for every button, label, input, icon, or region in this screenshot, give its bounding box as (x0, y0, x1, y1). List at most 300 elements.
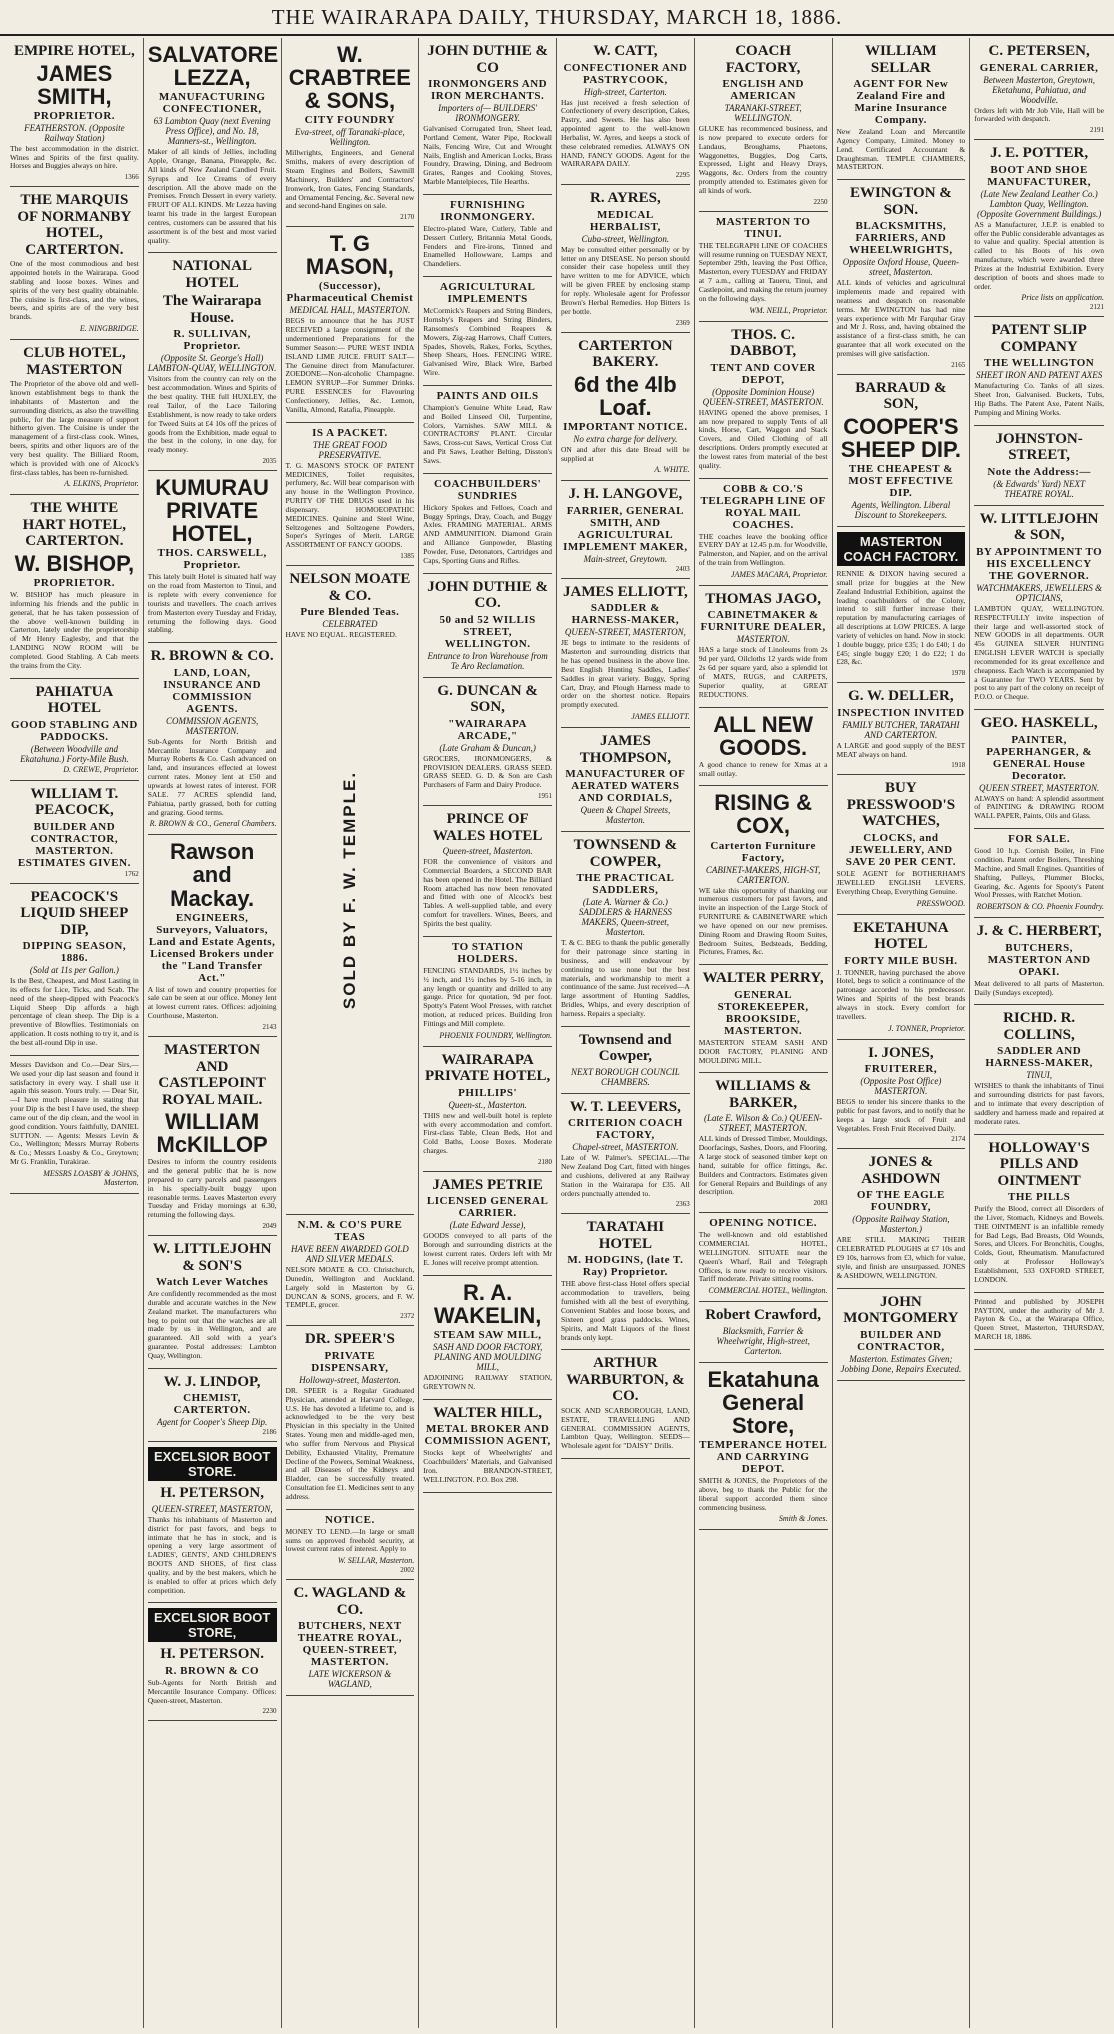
ad-body: Visitors from the country can rely on the best accommodation. Wines and Spirits of the best quality. THE full HUXLEY, the real Tailor, of the Lace Tailoring Establishment, is now ready to take orders for Tweed Suits at £4 10s off the prices of goods from the Exhibition, made equal to the best in the colony, in one day, for ready money. (147, 374, 277, 455)
ad-sig: E. NINGBRIDGE. (79, 324, 139, 334)
ad-big: COOPER'S SHEEP DIP. (840, 413, 961, 462)
ad-body: HAS a large stock of Linoleums from 2s 9d per yard, Oilcloths 12 yards wide from 2s 6d per square yard, also a splendid lot of MATS, RUGS, and CARPETS, Superior quality, at GREAT REDUCTIONS. (698, 645, 828, 699)
ad-h2: "WAIRARAPA ARCADE," (448, 717, 527, 742)
ad-sub: (Late New Zealand Leather Co.) Lambton Quay, Wellington. (Opposite Government Buildings.) (977, 188, 1102, 219)
ad-big: Ekatahuna General Store, (707, 1366, 819, 1438)
ad-body: FOR the convenience of visitors and Commercial Boarders, a SECOND BAR has been opened in the Hotel. The Billiard Room attached has now been renovated and fitted with one of Alcock's best Tables. A well-supplied table, and every comfort for travellers. Wines, Beers, and Spirits the best quality. (423, 857, 552, 928)
column-6 (695, 38, 833, 2028)
ad-body: GLUKE has recommenced business, and is now prepared to execute orders for Landaus, Broughams, Phaetons, Waggonettes, Buggies, Dog Carts, Expressed, Light and Heavy Drays, Waggons, &c. Orders from the country promptly attended to. Estimates given for all kinds of work. (698, 124, 828, 195)
ad-num: 2295 (675, 171, 690, 180)
ad-body: ADJOINING RAILWAY STATION, GREYTOWN N. (423, 1373, 552, 1391)
ad-h2: PROPRIETOR. (33, 577, 116, 589)
advertisement (10, 38, 139, 187)
ad-sub: MASTERTON. (736, 634, 790, 645)
ad-big: JAMES SMITH, (36, 60, 113, 109)
ad-sub: No extra charge for delivery. (573, 433, 678, 444)
ad-body: Meat delivered to all parts of Masterton. Daily (Sundays excepted). (974, 978, 1104, 997)
ad-body: Has just received a fresh selection of Confectionery of every description, Cakes, Pastry, and Sweets. He has also been appointed agent to the well-known Herbalist, W. Ayres, and keeps a stock of these celebrated remedies. ALWAYS ON HAND, FANCY GOODS. Agent for the WAIRARAPA DAILY. (561, 97, 690, 169)
ad-sub: (Late E. Wilson & Co.) QUEEN-STREET, MASTERTON. (704, 1113, 823, 1134)
ad-h2: GENERAL CARRIER, (979, 61, 1099, 74)
ad-body: May be consulted either personally or by letter on any DISEASE. No person should consider their case hopeless until they have written to me for ADVICE, which will be given FREE by enclosing stamp for reply. Wholesale agent for Professor Brown's Herbal Remedies. Hop Bitters 1s per bottle. (561, 244, 690, 316)
ad-sub: Importers of— BUILDERS' IRONMONGERY. (438, 103, 538, 123)
ad-num: 1978 (951, 669, 966, 678)
ad-body: Purify the Blood, correct all Disorders of the Liver, Stomach, Kidneys and Bowels. THE OINTMENT is an infallible remedy for Bad Legs, Bad Breasts, Old Wounds, Sores, and Ulcers. For Bronchitis, Coughs, Colds, Gout, Rheumatism. Manufactured only at Professor Holloway's Establishment, 533 OXFORD STREET, LONDON. (974, 1204, 1104, 1284)
ad-h2: CITY FOUNDRY (304, 114, 396, 127)
ad-sub: (Between Woodville and Ekatahuna.) Forty-Mile Bush. (20, 743, 129, 764)
advertisement (423, 806, 552, 937)
advertisement (10, 1056, 139, 1194)
ad-sub: NEXT BOROUGH COUNCIL CHAMBERS. (570, 1066, 680, 1087)
ad-body: ALL kinds of Dressed Timber, Mouldings, Doorfacings, Sashes, Doors, and Flooring. A large stock of seasoned timber kept on hand, suitable for office fittings, &c. Builders and Contractors. Estimates given for General Repairs and Buildings of any description. (698, 1134, 828, 1197)
ad-h1: H. PETERSON, (160, 1485, 265, 1502)
advertisement (10, 340, 139, 495)
ad-h2: IS A PACKET. (312, 426, 388, 439)
advertisement (148, 1037, 277, 1236)
ad-h2: BOOT AND SHOE MANUFACTURER, (987, 163, 1091, 188)
ad-h2: BUTCHERS, NEXT THEATRE ROYAL, QUEEN-STREET, MASTERTON. (297, 1620, 402, 1669)
ad-body: A good chance to renew for Xmas at a small outlay. (698, 759, 828, 778)
ad-body: A list of town and country properties for sale can be seen at our office. Money lent at lowest current rates. Offices: adjoining Courthouse, Masterton. (147, 984, 277, 1021)
ad-num: 1385 (400, 552, 415, 561)
ad-sig: COMMERCIAL HOTEL, Wellington. (708, 1286, 828, 1296)
ad-h1: NELSON MOATE & CO. (289, 571, 411, 604)
advertisement (423, 678, 552, 806)
advertisement (423, 195, 552, 277)
advertisement (837, 775, 966, 914)
ad-h1: ARTHUR WARBURTON, & CO. (566, 1355, 685, 1405)
ad-h2: PROPRIETOR. (33, 109, 116, 122)
ad-h1: J. & C. HERBERT, (976, 923, 1102, 940)
ad-num: 2363 (675, 1200, 690, 1209)
ad-h2: MEDICAL HERBALIST, (589, 208, 661, 233)
ad-body: Is the Best, Cheapest, and Most Lasting in its effects for Lice, Ticks, and Scab. The need of the sheep-dipped with Peacock's Liquid Sheep Dip affords a high percentage of clean sheep. The Dip is a preventive of Blowflies. Testimonials on application. It costs nothing to try it, and is the best all-round Dip in use. (10, 976, 139, 1047)
ad-big: Rawson and Mackay. (169, 839, 255, 911)
ad-sub: CABINET-MAKERS, HIGH-ST, CARTERTON. (705, 864, 821, 885)
ad-h2: ENGLISH AND AMERICAN (722, 78, 804, 102)
ad-body: SMITH & JONES, the Proprietors of the above, beg to thank the Public for the liberal support accorded them since commencing business. (698, 1476, 828, 1512)
ad-body: ON and after this date Bread will be supplied at (561, 444, 690, 463)
ad-sub: Masterton. Estimates Given; Jobbing Done, Repairs Executed. (840, 1353, 962, 1374)
advertisement (423, 574, 552, 678)
ad-h1: BUY PRESSWOOD'S WATCHES, (846, 780, 956, 830)
ad-sig: Smith & Jones. (778, 1514, 828, 1524)
advertisement (423, 937, 552, 1047)
advertisement (974, 140, 1104, 317)
ad-sub: WATCHMAKERS, JEWELLERS & OPTICIANS, (976, 582, 1103, 603)
ad-h1: PRINCE OF WALES HOTEL (432, 811, 543, 844)
ad-h1: W. LITTLEJOHN & SON, (979, 510, 1099, 544)
advertisement (699, 586, 828, 708)
ad-h2: THE PILLS (1007, 1191, 1071, 1204)
advertisement (699, 38, 828, 212)
advertisement (286, 1215, 415, 1326)
ad-h2: COACHBUILDERS' SUNDRIES (434, 477, 542, 502)
ad-num: 2372 (400, 1312, 415, 1321)
advertisement (974, 426, 1104, 506)
ad-num: 1951 (538, 792, 552, 801)
advertisement (699, 479, 828, 586)
advertisement (561, 481, 690, 579)
advertisement (561, 38, 690, 185)
advertisement (561, 832, 690, 1027)
ad-sub: FAMILY BUTCHER, TARATAHI AND CARTERTON. (842, 719, 960, 740)
ad-h2: Watch Lever Watches (155, 1276, 269, 1289)
advertisement (699, 708, 828, 787)
ad-h1: EWINGTON & SON. (849, 185, 952, 218)
ad-h2: TO STATION HOLDERS. (451, 940, 524, 965)
ad-sub: QUEEN-STREET, MASTERTON, (564, 627, 686, 638)
advertisement (974, 829, 1104, 918)
ad-body: SOCK AND SCARBOROUGH, LAND, ESTATE, TRAVELLING AND GENERAL COMMISSION AGENTS, Lambton Quay, Wellington. SEEDS—Wholesale agent for "DAISY" Drills. (561, 1405, 690, 1451)
ad-h1: GEO. HASKELL, (980, 715, 1098, 732)
advertisement (286, 1326, 415, 1509)
ad-h2: IMPORTANT NOTICE. (563, 420, 688, 433)
column-7 (833, 38, 971, 2028)
ad-h2: N.M. & CO'S PURE TEAS (297, 1219, 403, 1244)
ad-body: T. G. MASON'S STOCK OF PATENT MEDICINES, Toilet requisites, perfumery, &c. Will bear comparison with any house in the Wellington Province. PURITY OF THE DRUGS used in his dispensary. HOMOEOPATHIC MEDICINES. Quinine and Steel Wine, Seltzogenes and Soltzogene Powders, Soper's Syringes of Merit. LARGE ASSORTMENT OF FANCY GOODS. (285, 460, 415, 550)
ad-num: 2121 (1090, 303, 1104, 312)
ad-sig: JAMES MACARA, Proprietor. (730, 569, 828, 579)
ad-sub: Chapel-street, MASTERTON. (572, 1142, 679, 1153)
advertisement (561, 333, 690, 482)
advertisement (423, 386, 552, 474)
advertisement (10, 187, 139, 340)
ad-h1: I. JONES, (868, 1044, 934, 1061)
ad-h2: THOS. CARSWELL, Proprietor. (157, 547, 267, 572)
ad-sub: QUEEN STREET, MASTERTON. (979, 782, 1100, 793)
ad-h2: ENGINEERS, Surveyors, Valuators, Land and Estate Agents, Licensed Brokers under the "Land Transfer Act." (148, 911, 276, 984)
ad-h1: WILLIAMS & BARKER, (714, 1078, 812, 1111)
ad-h2: MASTERTON TO TINUI. (715, 215, 811, 240)
ad-sub: SHEET IRON AND PATENT AXES (975, 370, 1103, 381)
advertisement (286, 1580, 415, 1696)
ad-body: HAVING opened the above premises, I am now prepared to supply Tents of all kinds, Horse, Cart, Waggon and Stack Covers, and Oiled Clothing of all descriptions. Orders promptly executed at the lowest rates from material of the best quality. (698, 407, 828, 470)
ad-h1: WALTER HILL, (433, 1404, 542, 1421)
ad-body: MASTERTON STEAM SASH AND DOOR FACTORY, PLANING AND MOULDING MILL. (698, 1037, 828, 1065)
ad-h1: J. H. LANGOVE, (568, 486, 683, 503)
advertisement (699, 965, 828, 1073)
ad-bigb: EXCELSIOR BOOT STORE, (148, 1608, 277, 1642)
ad-h2: BY APPOINTMENT TO HIS EXCELLENCY THE GOVERNOR. (976, 545, 1103, 582)
ad-h1: R. BROWN & CO. (150, 648, 274, 665)
advertisement (561, 728, 690, 832)
ad-h1: EKETAHUNA HOTEL (853, 919, 949, 952)
ad-body: GOODS conveyed to all parts of the Borough and surrounding districts at the lowest current rates. Orders left with Mr E. Jones will receive prompt attention. (423, 1231, 552, 1267)
advertisement (286, 227, 415, 422)
ad-big: RISING & COX, (714, 790, 813, 839)
ad-h2: IRONMONGERS AND IRON MERCHANTS. (428, 78, 548, 102)
ad-sub: (Sold at 11s per Gallon.) (29, 965, 119, 976)
ad-h2: FURNISHING IRONMONGERY. (440, 198, 535, 223)
ad-sub: (Late Graham & Duncan,) (439, 742, 536, 753)
advertisement (148, 471, 277, 643)
advertisement (423, 1400, 552, 1493)
ad-big: KUMURAU PRIVATE HOTEL, (155, 475, 269, 547)
ad-h1: DR. SPEER'S (304, 1331, 395, 1348)
ad-body: Hickory Spokes and Felloes, Coach and Buggy Springs, Dray, Coach, and Buggy Axles. FRAMING MATERIAL. ARMS AND AMMUNITION. Diamond Grain and Alliance Gunpowder, Blasting Powder, Fuse, Detonators, Cartridges and Caps, Sporting Guns and Rifles. (423, 502, 552, 565)
ad-h2: MANUFACTURER OF AERATED WATERS AND CORDIALS, (565, 768, 686, 805)
ad-num: 2403 (675, 564, 690, 573)
ad-h1: THE MARQUIS OF NORMANBY HOTEL, CARTERTON. (17, 192, 132, 258)
ad-big: W. BISHOP, (14, 550, 135, 576)
ad-sub: COMMISSION AGENTS, MASTERTON. (165, 715, 259, 736)
ad-h1: HOLLOWAY'S PILLS AND OINTMENT (988, 1139, 1090, 1189)
ad-h1: WALTER PERRY, (702, 970, 824, 987)
ad-sub: Between Masterton, Greytown, Eketahuna, Pahiatua, and Woodville. (983, 74, 1095, 105)
advertisement (561, 579, 690, 728)
ad-body: ALWAYS on hand: A splendid assortment of PAINTING & DRAWING ROOM WALL PAPER, Paints, Oils and Glass. (974, 793, 1104, 821)
ad-h1: PAHIATUA HOTEL (35, 683, 114, 717)
ad-sig: Price lists on application. (1021, 293, 1104, 303)
ad-h2: Note the Address:— (987, 465, 1091, 478)
ad-body: Galvanised Corrugated Iron, Sheet lead, Portland Cement, Water Pipe, Rockwall Nails, Fencing Wire, Cut and Wrought Nails, English and American Locks, Brass Foundry, Drawing, Dining, and Bedroom Grates, Ranges and Cooking Stoves, Marble Mantelpieces, Tile Hearths. (423, 124, 552, 187)
ad-body: AS a Manufacturer, J.E.P. is enabled to offer the Public considerable advantages as to value and quality. Special attention is called to his Boots of his own manufacture, which were awarded three Prizes at the Industrial Exhibition. Every description of boots and shoes made to order. (974, 219, 1104, 291)
ad-bigb: EXCELSIOR BOOT STORE. (148, 1447, 277, 1481)
ad-h2: CRITERION COACH FACTORY, (567, 1117, 683, 1142)
ad-sub: THE GREAT FOOD PRESERVATIVE. (312, 439, 387, 460)
advertisement (10, 495, 139, 678)
ad-sub: HAVE BEEN AWARDED GOLD AND SILVER MEDALS. (291, 1244, 409, 1265)
ad-num: 1366 (124, 173, 139, 182)
ad-body: THE above first-class Hotel offers special accommodation to travellers, being furnished with all the best of everything. Convenient Stables and loose boxes, and Sixteen good grass paddocks. Wines, Spirits, and Malt Liquors of the finest brands only kept. (561, 1279, 690, 1342)
ad-sub: Queen & Chapel Streets, Masterton. (580, 805, 671, 826)
column-8 (970, 38, 1108, 2028)
ad-body: GROCERS, IRONMONGERS, & PROVISION DEALERS. GRASS SEED. GRASS SEED. G. D. & Son are Cash Purchasers of Farm and Dairy Produce. (423, 753, 552, 790)
ad-h1: JONES & ASHDOWN (861, 1154, 941, 1187)
ad-big: T. G MASON, (305, 231, 394, 280)
ad-h2: CLOCKS, and JEWELLERY, AND SAVE 20 PER CENT. (845, 831, 956, 868)
ad-body: W. BISHOP has much pleasure in informing his friends and the public in general, that he has taken possession of the above well-known building in Carterton, lately under the proprietorship of Mr Henry Eaglesby, and that the LANDING NOW ROOM will be completed. Good Stabling. A Cab meets the trains from the City. (10, 590, 139, 670)
ad-num: 2369 (675, 318, 690, 327)
ad-num: 2250 (813, 197, 828, 206)
ad-h1: W. LITTLEJOHN & SON'S (152, 1241, 272, 1274)
ad-big: 6d the 4lb Loaf. (574, 371, 677, 420)
ad-h2: AGRICULTURAL IMPLEMENTS (439, 281, 536, 306)
advertisement (974, 506, 1104, 710)
advertisement (837, 683, 966, 775)
ad-h1: JAMES THOMPSON, (579, 733, 671, 766)
ad-sig: PRESSWOOD. (916, 898, 966, 908)
ad-h2: FRUITERER, (864, 1063, 938, 1076)
ad-h2: SADDLER & HARNESS-MAKER, (571, 602, 680, 627)
advertisement (10, 679, 139, 781)
ad-h1: NATIONAL HOTEL (172, 258, 252, 291)
ad-sub: QUEEN-STREET, MASTERTON, (151, 1503, 273, 1514)
advertisement (423, 474, 552, 574)
ad-h2: DIPPING SEASON, 1886. (22, 940, 127, 965)
ad-sig: WM. NEILL, Proprietor. (749, 305, 828, 315)
ad-sub: (Opposite Railway Station, Masterton.) (852, 1214, 950, 1235)
ad-body: NELSON MOATE & CO. Christchurch, Dunedin, Wellington and Auckland. Largely sold in Masterton by G. DUNCAN & SONS, grocers, and F. W. TEMPLE, grocer. (285, 1265, 415, 1310)
ad-h2: THE CHEAPEST & MOST EFFECTIVE DIP. (848, 463, 954, 499)
ad-h1: WAIRARAPA PRIVATE HOTEL, (424, 1051, 551, 1085)
ad-body: BEGS to announce that he has JUST RECEIVED a large consignment of the undermentioned Preparations for the Summer Season:— PURE WEST INDIA ISLAND LIME JUICE. FRUIT SALT—The Genuine direct from Manufacturer. ZOEDONE—Non-alcoholic Champagne. LEMON SYRUP—For Summer Drinks. PURE ESSENCES for Flavouring Confectionery, Jellies, &c. Lemon, Vanilla, Almond, Ratafia, Pineapple. (285, 316, 415, 414)
ad-h2: MANUFACTURING CONFECTIONER, (158, 91, 266, 116)
ad-body: Electro-plated Ware, Cutlery, Table and Dessert Cutlery, Britannia Metal Goods, Fenders and Fire-irons, Tinned and Enamelled Hollowware, Lamps and Chandeliers. (423, 223, 552, 269)
ad-h2: TEMPERANCE HOTEL AND CARRYING DEPOT. (699, 1439, 828, 1476)
advertisement (148, 38, 277, 253)
ad-h1: EMPIRE HOTEL, (13, 43, 135, 59)
ad-num: 2083 (813, 1199, 828, 1208)
ad-h2: LAND, LOAN, INSURANCE AND COMMISSION AGENTS. (163, 666, 262, 715)
ad-body: Good 10 h.p. Cornish Boiler, in Fine condition. Patent order Boilers, Threshing Machine, and Small Engines. Quantities of Shafting, Pulleys, Plummer Blocks, Gearing, &c. Agents for Spooty's Patent Wool Presses, with Ratchet Motion. (974, 846, 1104, 900)
ad-sub: (Opposite Dominion House) QUEEN-STREET, MASTERTON. (702, 386, 824, 407)
ad-h2: Carterton Furniture Factory, (710, 839, 816, 864)
ad-body: Thanks his inhabitants of Masterton and district for past favors, and begs to intimate that he has in stock, and is opening a very large assortment of LADIES', GENTS', AND CHILDREN'S BOOTS AND SHOES, of first class quality, and by the best makers, which he is enabled to offer at prices which defy competition. (147, 1514, 277, 1595)
ad-sub: Holloway-street, Masterton. (299, 1374, 401, 1385)
ad-sub: MEDICAL HALL, MASTERTON. (289, 305, 411, 316)
advertisement (974, 38, 1104, 140)
ad-body: Are confidently recommended as the most durable and accurate watches in the New Zealand market. The manufacturers who beg to point out that the watches are all made by us in Wellington, and are guaranteed. All sold with a year's guarantee. Postal addresses: Lambton Quay, Wellington. (147, 1289, 277, 1360)
ad-sub: CELEBRATED (322, 619, 378, 630)
advertisement (10, 884, 139, 1056)
ad-h1: H. PETERSON. (160, 1646, 265, 1663)
ad-h2: PHILLIPS' (458, 1086, 518, 1099)
advertisement (148, 253, 277, 471)
ad-h1: CLUB HOTEL, MASTERTON (23, 345, 126, 378)
column-2 (144, 38, 282, 2028)
columns-container (6, 38, 1108, 2028)
ad-h2: LICENSED GENERAL CARRIER. (426, 1195, 549, 1220)
ad-h2: FOR SALE. (1008, 833, 1071, 846)
ad-h1: TARATAHI HOTEL (586, 1219, 665, 1252)
advertisement (699, 786, 828, 965)
ad-h1: G. DUNCAN & SON, (437, 682, 538, 716)
ad-h1: JOHN DUTHIE & CO (427, 43, 549, 76)
ad-big: WILLIAM McKILLOP (156, 1109, 268, 1158)
ad-body: THE coaches leave the booking office EVERY DAY at 12.45 p.m. for Woodville, Palmerston, and Napier, and on the arrival of the train from Wellington. (698, 531, 828, 568)
ad-body: Stocks kept of Wheelwrights' and Coachbuilders' Materials, and Galvanised Iron. BRANDON-STREET, WELLINGTON. P.O. Box 298. (423, 1448, 552, 1484)
ad-body: McCormick's Reapers and String Binders, Hornsby's Reapers and String Binders, Ransomes's Combined Reapers & Mowers, Zig-zag Harrows, Chaff Cutters, Spades, Shovels, Rakes, Forks, Scythes, Sheep Shears, Hoes. FENCING WIRE. Galvanised Wire, Black Wire, Barbed Wire. (423, 306, 552, 378)
ad-big: W. CRABTREE & SONS, (288, 42, 411, 114)
ad-sig: MESSRS LOASBY & JOHNS, Masterton. (43, 1168, 139, 1187)
ad-body: HAVE NO EQUAL. REGISTERED. (285, 630, 397, 640)
ad-h1: R. AYRES, (590, 190, 661, 207)
ad-h1: G. W. DELLER, (848, 688, 954, 705)
advertisement (837, 527, 966, 683)
advertisement (699, 322, 828, 479)
advertisement (148, 835, 277, 1037)
advertisement (699, 1302, 828, 1363)
ad-h1: W. CATT, (593, 43, 658, 59)
ad-h2: STEAM SAW MILL, (433, 1329, 542, 1341)
ad-h1: JOHN DUTHIE & CO. (427, 578, 549, 612)
advertisement (148, 643, 277, 835)
ad-big: R. A. WAKELIN, (433, 1279, 542, 1328)
ad-h1: CARTERTON BAKERY. (578, 337, 673, 370)
column-4 (419, 38, 557, 2028)
ad-num: 1918 (951, 761, 966, 770)
ad-num: 2170 (400, 213, 415, 222)
ad-sig: JAMES ELLIOTT. (631, 712, 690, 722)
advertisement (561, 185, 690, 332)
ad-bigb: MASTERTON COACH FACTORY. (837, 532, 966, 566)
ad-sub: FEATHERSTON. (Opposite Railway Station) (24, 122, 125, 143)
ad-h1: THE WHITE HART HOTEL, CARTERTON. (22, 500, 127, 550)
ad-sig: D. CREWE, Proprietor. (63, 764, 139, 774)
ad-sub: TINUI, (1026, 1070, 1052, 1081)
ad-body: The best accommodation in the district. Wines and Spirits of the first quality. Horses and Buggies always on hire. (10, 143, 139, 171)
ad-sub: TARANAKI-STREET, WELLINGTON. (724, 103, 802, 123)
ad-h1: RICHD. R. COLLINS, (1003, 1010, 1076, 1043)
advertisement (286, 1510, 415, 1581)
ad-num: 2174 (951, 1135, 966, 1144)
advertisement (286, 423, 415, 566)
ad-body: This lately built Hotel is situated half way on the road from Masterton to Tinui, and is replete with every convenience for tourists and travellers. The coach arrives from Masterton every Tuesday and Friday, returning the following days. Good stabling. (147, 572, 277, 635)
ad-h2: 50 and 52 WILLIS STREET, WELLINGTON. (439, 613, 536, 650)
ad-h1b: The Wairarapa House. (162, 293, 262, 326)
advertisement (974, 1293, 1104, 1350)
advertisement (837, 180, 966, 375)
ad-h1: JOHNSTON-STREET, (995, 430, 1083, 464)
advertisement (837, 915, 966, 1040)
ad-body: RENNIE & DIXON having secured a small prize for buggies at the New Zealand Industrial Exhibition, against the leading coachbuilders of the Colony, intend to still further increase their reputation by manufacturing carriages of all descriptions at LOW PRICES. A large variety of vehicles on hand. Now in stock: 1 double buggy, price £35; 1 do £40; 1 do £45; single buggy £20; 1 do £22; 1 do £28, &c. (836, 569, 966, 667)
ad-body: THE TELEGRAPH LINE OF COACHES will resume running on TUESDAY NEXT, September 29th, leaving the Post Office, Masterton, every TUESDAY and FRIDAY at 7 a.m., calling at Taueru, Tinui, and Castlepoint, and making the return journey on the following days. (698, 240, 828, 303)
advertisement (561, 1214, 690, 1350)
ad-h1: J. E. POTTER, (990, 145, 1089, 162)
advertisement (286, 38, 415, 227)
ad-h2: R. BROWN & CO (165, 1664, 260, 1677)
advertisement (561, 1094, 690, 1215)
ad-h2: COBB & CO.'S TELEGRAPH LINE OF ROYAL MAIL COACHES. (700, 482, 826, 531)
ad-h1: JAMES ELLIOTT, (562, 583, 688, 600)
advertisement (148, 1442, 277, 1603)
ad-num: 2186 (262, 1428, 277, 1437)
ad-sub: Entrance to Iron Warehouse from Te Aro Reclamation. (427, 650, 548, 671)
ad-big: SALVATORE LEZZA, (147, 42, 279, 91)
ad-num: 2230 (262, 1707, 277, 1716)
ad-body: ALL kinds of vehicles and agricultural implements made and repaired with neatness and despatch on reasonable terms. Mr EWINGTON has had nine years experience with Mr Farquhar Gray and Mr J. Ross, and, having obtained the assistance of a first-class smith, he can guarantee that all work executed on the premises will give satisfaction. (836, 278, 966, 358)
ad-sig: ROBERTSON & CO. Phoenix Foundry. (976, 902, 1104, 912)
advertisement (148, 1236, 277, 1369)
ad-sub: 63 Lambton Quay (next Evening Press Office), and No. 18, Manners-st., Wellington. (153, 116, 271, 147)
ad-h1: WILLIAM T. PEACOCK, (30, 785, 119, 819)
ad-h2: BUILDER AND CONTRACTOR, (857, 1328, 945, 1353)
ad-num: 2165 (951, 360, 966, 369)
ad-num: 2180 (538, 1157, 552, 1166)
ad-h2: Pure Blended Teas. (300, 606, 400, 619)
ad-sub: (Opposite St. George's Hall) LAMBTON-QUAY, WELLINGTON. (147, 353, 277, 374)
ad-body: Messrs Davidson and Co.—Dear Sirs,—We used your dip last season and found it satisfactory in every way. I shall use it again this season. Yours truly. — Dear Sir,—I have much pleasure in stating that your Dip is the best I have used, the sheep came out of the dip clean, and the wool in good condition. Yours faithfully, DANIEL SUTTON. — Agents: Messrs Levin & Co., Wellington; Messrs Murray Roberts & Co.; Messrs Loasby & Co., Greytown; Mr G. Franklin, Turakirae. (10, 1059, 139, 1167)
ad-body: DR. SPEER is a Regular Graduated Physician, attended at Harvard College, U.S. He has devoted a lifetime to, and is acknowledged to be the very best Physician in this specialty in the United States. Young men and middle-aged men, who suffer from Nervous and Physical Debility, Exhausted Vitality, Premature Decline of the Powers, Seminal Weakness, and all Diseases of the Kidneys and Bladder, can be successfully treated. Consultation fee £1. Medicines sent to any address. (285, 1385, 415, 1501)
advertisement (974, 918, 1104, 1005)
column-5 (557, 38, 695, 2028)
ad-h2: GOOD STABLING AND PADDOCKS. (10, 718, 138, 743)
advertisement (974, 1135, 1104, 1293)
ad-h2: OPENING NOTICE. (709, 1217, 817, 1230)
advertisement (286, 566, 415, 1215)
ad-body: J. TONNER, having purchased the above Hotel, begs to solicit a continuance of the patronage accorded to his predecessor. Wines and Spirits of the best brands always in stock. Every comfort for travellers. (836, 967, 966, 1021)
ad-body: Sub-Agents for North British and Mercantile Insurance Company. Offices: Queen-street, Masterton. (147, 1677, 277, 1705)
ad-sub: High-street, Carterton. (583, 86, 667, 97)
ad-num: 1762 (124, 869, 139, 878)
ad-h2: CABINETMAKER & FURNITURE DEALER, (700, 609, 826, 634)
ad-body: THIS new and well-built hotel is replete with every accommodation and comfort. First-class Table, Clean Beds, Hot and Cold Baths, Loose Boxes. Moderate charges. (423, 1110, 552, 1156)
ad-sub: Agents, Wellington. Liberal Discount to Storekeepers. (851, 500, 951, 520)
ad-body: JE begs to intimate to the residents of Masterton and surrounding districts that he has opened business in the above line. Best English Hunting Saddles, Ladies' Saddles in great variety. Buggy, Spring Cart, Dray, and Plough Harness made to order on the shortest notice. Repairs promptly executed. (561, 638, 690, 710)
ad-h1: Robert Crawford, (705, 1307, 822, 1324)
ad-h1: COACH FACTORY, (725, 43, 801, 76)
advertisement (974, 710, 1104, 829)
ad-num: 2049 (262, 1222, 277, 1231)
ad-h1: TOWNSEND & COWPER, (573, 837, 678, 870)
advertisement (699, 1073, 828, 1213)
ad-body: FENCING STANDARDS, 1½ inches by ½ inch, and 1½ inches by 5-16 inch, in any length or quantity and drilled to any gauge. Price for quotation, 9d per foot. Spotty's Patent Wool Presses, with ratchet motion, at reduced prices. Building Iron Fittings and Mill complete. (423, 965, 552, 1028)
ad-body: ARE STILL MAKING THEIR CELEBRATED PLOUGHS at £7 10s and £9 10s, harrows from £3, which for value, style, and finish are unsurpassed. JONES & ASHDOWN, WELLINGTON. (836, 1235, 966, 1280)
ad-sub: Cuba-street, Wellington. (581, 233, 670, 244)
ad-h1: THOMAS JAGO, (705, 590, 822, 607)
ad-h2: FORTY MILE BUSH. (844, 954, 958, 967)
